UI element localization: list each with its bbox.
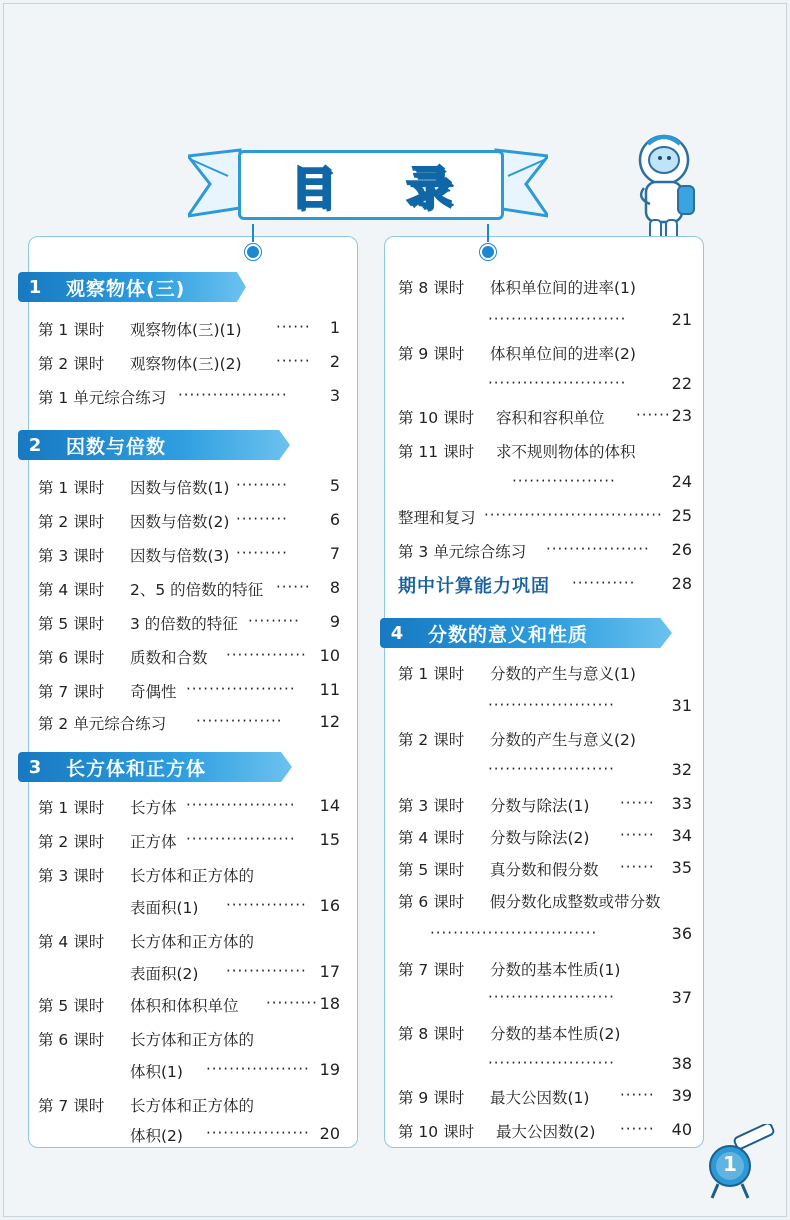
astronaut-mascot-icon	[628, 128, 708, 246]
lesson-label: 第 11 课时	[398, 443, 475, 461]
leader-dots: ························	[488, 310, 627, 328]
toc-entry[interactable]	[398, 276, 636, 298]
lesson-topic: 最大公因数(1)	[490, 1089, 590, 1107]
leader-dots: ··············	[226, 896, 307, 914]
toc-entry[interactable]	[398, 662, 636, 684]
lesson-label: 第 9 课时	[398, 345, 465, 363]
toc-entry[interactable]	[38, 930, 254, 952]
lesson-label: 第 7 课时	[38, 683, 105, 701]
leader-dots: ·········	[236, 510, 288, 528]
toc-entry[interactable]	[398, 1022, 620, 1044]
toc-entry[interactable]	[398, 958, 620, 980]
page-ref: 31	[671, 696, 692, 715]
lesson-topic: 容积和容积单位	[496, 409, 605, 427]
leader-dots: ······	[276, 578, 311, 596]
toc-entry[interactable]	[398, 342, 636, 364]
leader-dots: ···············	[196, 712, 283, 730]
toc-entry[interactable]	[398, 1120, 595, 1142]
toc-entry[interactable]	[38, 386, 166, 408]
leader-dots: ······	[636, 406, 671, 424]
lesson-topic: 正方体	[130, 833, 177, 851]
page-ref: 10	[319, 646, 340, 665]
toc-entry[interactable]	[38, 476, 229, 498]
lesson-topic: 因数与倍数(3)	[130, 547, 230, 565]
toc-entry[interactable]	[398, 826, 589, 848]
leader-dots: ·········	[236, 476, 288, 494]
leader-dots: ······	[276, 352, 311, 370]
lesson-topic-continued: 表面积(2)	[130, 965, 199, 983]
leader-dots: ···················	[186, 830, 296, 848]
pin-icon	[480, 244, 496, 260]
lesson-label: 整理和复习	[398, 509, 476, 527]
unit-name: 分数的意义和性质	[428, 623, 589, 646]
page-ref: 3	[329, 386, 340, 405]
title-char-1: 目	[290, 161, 336, 215]
lesson-topic: 3 的倍数的特征	[130, 615, 238, 633]
page-ref: 6	[329, 510, 340, 529]
leader-dots: ······················	[488, 696, 615, 714]
lesson-topic: 体积单位间的进率(2)	[490, 345, 636, 363]
page-ref: 26	[671, 540, 692, 559]
lesson-topic: 假分数化成整数或带分数	[490, 893, 661, 911]
lesson-topic: 分数的基本性质(2)	[490, 1025, 621, 1043]
lesson-label: 第 3 单元综合练习	[398, 543, 527, 561]
lesson-topic-continued: 体积(1)	[130, 1063, 183, 1081]
leader-dots: ··················	[206, 1124, 310, 1142]
lesson-label: 第 4 课时	[38, 581, 105, 599]
lesson-topic: 分数的基本性质(1)	[490, 961, 621, 979]
lesson-topic: 长方体和正方体的	[130, 933, 255, 951]
unit-header-1[interactable]	[18, 272, 246, 302]
toc-entry[interactable]	[398, 728, 636, 750]
toc-entry[interactable]	[398, 1086, 589, 1108]
leader-dots: ························	[488, 374, 627, 392]
page-ref: 38	[671, 1054, 692, 1073]
lesson-topic: 因数与倍数(1)	[130, 479, 230, 497]
unit-number: 4	[390, 622, 404, 644]
page-ref: 32	[671, 760, 692, 779]
toc-column-right	[384, 236, 704, 1148]
leader-dots: ···················	[186, 796, 296, 814]
page-ref: 16	[319, 896, 340, 915]
lesson-topic: 长方体和正方体的	[130, 1097, 255, 1115]
leader-dots: ··················	[546, 540, 650, 558]
page-ref: 15	[319, 830, 340, 849]
page-ref: 20	[319, 1124, 340, 1143]
lesson-label: 第 3 课时	[398, 797, 465, 815]
toc-entry[interactable]	[398, 794, 589, 816]
toc-entry[interactable]	[38, 1094, 254, 1116]
lesson-topic: 体积和体积单位	[130, 997, 239, 1015]
leader-dots: ······	[620, 858, 655, 876]
lesson-label: 第 6 课时	[38, 649, 105, 667]
page-ref: 34	[671, 826, 692, 845]
lesson-label: 第 4 课时	[38, 933, 105, 951]
lesson-label: 第 9 课时	[398, 1089, 465, 1107]
page-ref: 33	[671, 794, 692, 813]
lesson-label: 第 1 课时	[398, 665, 465, 683]
toc-entry[interactable]	[398, 890, 661, 912]
unit-number: 3	[28, 756, 42, 778]
page-ref: 2	[329, 352, 340, 371]
page-ref: 19	[319, 1060, 340, 1079]
page-ref: 14	[319, 796, 340, 815]
lesson-label: 第 1 单元综合练习	[38, 389, 167, 407]
toc-entry[interactable]	[38, 864, 254, 886]
lesson-label: 第 1 课时	[38, 799, 105, 817]
unit-name: 观察物体(三)	[66, 277, 186, 300]
page-ref: 1	[329, 318, 340, 337]
page-number-badge	[700, 1124, 780, 1204]
lesson-topic: 分数的产生与意义(2)	[490, 731, 636, 749]
page-ref: 36	[671, 924, 692, 943]
lesson-topic-continued: 表面积(1)	[130, 899, 199, 917]
lesson-topic: 长方体和正方体的	[130, 1031, 255, 1049]
lesson-label: 第 2 课时	[38, 513, 105, 531]
lesson-topic: 真分数和假分数	[490, 861, 599, 879]
toc-entry[interactable]	[38, 544, 229, 566]
lesson-topic: 最大公因数(2)	[496, 1123, 596, 1141]
lesson-label: 第 7 课时	[38, 1097, 105, 1115]
toc-entry[interactable]	[38, 830, 177, 852]
lesson-topic: 观察物体(三)(2)	[130, 355, 242, 373]
lesson-label: 第 3 课时	[38, 867, 105, 885]
lesson-topic-continued: 体积(2)	[130, 1127, 183, 1145]
leader-dots: ······	[620, 1086, 655, 1104]
toc-entry[interactable]	[38, 796, 177, 818]
leader-dots: ··············	[226, 646, 307, 664]
lesson-label: 第 2 课时	[38, 833, 105, 851]
unit-header-3[interactable]	[18, 752, 292, 782]
toc-title-banner	[188, 128, 548, 228]
lesson-label: 第 2 课时	[38, 355, 105, 373]
lesson-label: 第 1 课时	[38, 321, 105, 339]
lesson-label: 第 6 课时	[398, 893, 465, 911]
leader-dots: ·········	[266, 994, 318, 1012]
leader-dots: ·······························	[484, 506, 663, 524]
lesson-topic: 长方体和正方体的	[130, 867, 255, 885]
leader-dots: ······	[620, 794, 655, 812]
lesson-label: 第 2 单元综合练习	[38, 715, 167, 733]
toc-entry[interactable]	[38, 578, 263, 600]
page-ref: 18	[319, 994, 340, 1013]
toc-entry[interactable]	[38, 1028, 254, 1050]
lesson-label: 第 8 课时	[398, 279, 465, 297]
lesson-label: 第 6 课时	[38, 1031, 105, 1049]
unit-number: 1	[28, 276, 42, 298]
page-ref: 39	[671, 1086, 692, 1105]
page-ref: 24	[671, 472, 692, 491]
leader-dots: ·········	[236, 544, 288, 562]
unit-name: 因数与倍数	[66, 435, 167, 458]
page-ref: 5	[329, 476, 340, 495]
lesson-topic: 分数的产生与意义(1)	[490, 665, 636, 683]
page-ref: 25	[671, 506, 692, 525]
pin-stem	[252, 224, 254, 242]
lesson-topic: 奇偶性	[130, 683, 177, 701]
page-ref: 40	[671, 1120, 692, 1139]
page-ref: 17	[319, 962, 340, 981]
lesson-topic: 分数与除法(1)	[490, 797, 590, 815]
page-ref: 37	[671, 988, 692, 1007]
lesson-topic: 长方体	[130, 799, 177, 817]
lesson-label: 第 3 课时	[38, 547, 105, 565]
page-ref: 11	[319, 680, 340, 699]
leader-dots: ······	[620, 1120, 655, 1138]
lesson-topic: 质数和合数	[130, 649, 208, 667]
lesson-label: 第 5 课时	[38, 615, 105, 633]
pin-icon	[245, 244, 261, 260]
lesson-label: 第 5 课时	[398, 861, 465, 879]
leader-dots: ···················	[186, 680, 296, 698]
lesson-topic: 因数与倍数(2)	[130, 513, 230, 531]
unit-name: 长方体和正方体	[66, 757, 207, 780]
page-ref: 23	[671, 406, 692, 425]
toc-entry[interactable]	[38, 646, 208, 668]
lesson-topic: 观察物体(三)(1)	[130, 321, 242, 339]
lesson-label: 第 7 课时	[398, 961, 465, 979]
unit-number: 2	[28, 434, 42, 456]
leader-dots: ··················	[512, 472, 616, 490]
leader-dots: ·····························	[430, 924, 598, 942]
toc-entry[interactable]	[398, 858, 599, 880]
leader-dots: ······	[620, 826, 655, 844]
lesson-topic: 求不规则物体的体积	[496, 443, 636, 461]
toc-entry[interactable]	[38, 712, 166, 734]
lesson-topic: 2、5 的倍数的特征	[130, 581, 264, 599]
toc-entry[interactable]	[38, 680, 177, 702]
pin-stem	[487, 224, 489, 242]
page-ref: 28	[671, 574, 692, 593]
lesson-label: 第 4 课时	[398, 829, 465, 847]
toc-entry[interactable]	[38, 994, 239, 1016]
toc-entry[interactable]	[38, 318, 242, 340]
leader-dots: ··············	[226, 962, 307, 980]
leader-dots: ··················	[206, 1060, 310, 1078]
page-ref: 8	[329, 578, 340, 597]
page-ref: 12	[319, 712, 340, 731]
leader-dots: ···················	[178, 386, 288, 404]
toc-entry[interactable]	[398, 440, 636, 462]
toc-entry[interactable]	[38, 612, 238, 634]
lesson-label: 第 10 课时	[398, 409, 475, 427]
leader-dots: ······	[276, 318, 311, 336]
toc-entry[interactable]	[398, 506, 476, 528]
lesson-label: 第 2 课时	[398, 731, 465, 749]
title-char-2: 录	[406, 161, 452, 215]
lesson-label: 第 5 课时	[38, 997, 105, 1015]
telescope-icon	[700, 1124, 780, 1204]
page-ref: 35	[671, 858, 692, 877]
toc-entry[interactable]	[38, 352, 242, 374]
toc-entry[interactable]	[398, 540, 526, 562]
leader-dots: ······················	[488, 1054, 615, 1072]
toc-entry[interactable]	[38, 510, 229, 532]
lesson-topic: 体积单位间的进率(1)	[490, 279, 636, 297]
unit-header-2[interactable]	[18, 430, 290, 460]
title-box	[238, 150, 504, 220]
leader-dots: ···········	[572, 574, 636, 592]
toc-entry[interactable]	[398, 406, 605, 428]
lesson-label: 第 1 课时	[38, 479, 105, 497]
leader-dots: ······················	[488, 760, 615, 778]
lesson-topic: 分数与除法(2)	[490, 829, 590, 847]
page-ref: 7	[329, 544, 340, 563]
midterm-review[interactable]: 期中计算能力巩固	[398, 576, 550, 597]
lesson-label: 第 10 课时	[398, 1123, 475, 1141]
lesson-label: 第 8 课时	[398, 1025, 465, 1043]
leader-dots: ·········	[248, 612, 300, 630]
page-ref: 22	[671, 374, 692, 393]
unit-header-4[interactable]	[380, 618, 672, 648]
page-ref: 9	[329, 612, 340, 631]
leader-dots: ······················	[488, 988, 615, 1006]
page-number: 1	[723, 1152, 737, 1176]
page-ref: 21	[671, 310, 692, 329]
